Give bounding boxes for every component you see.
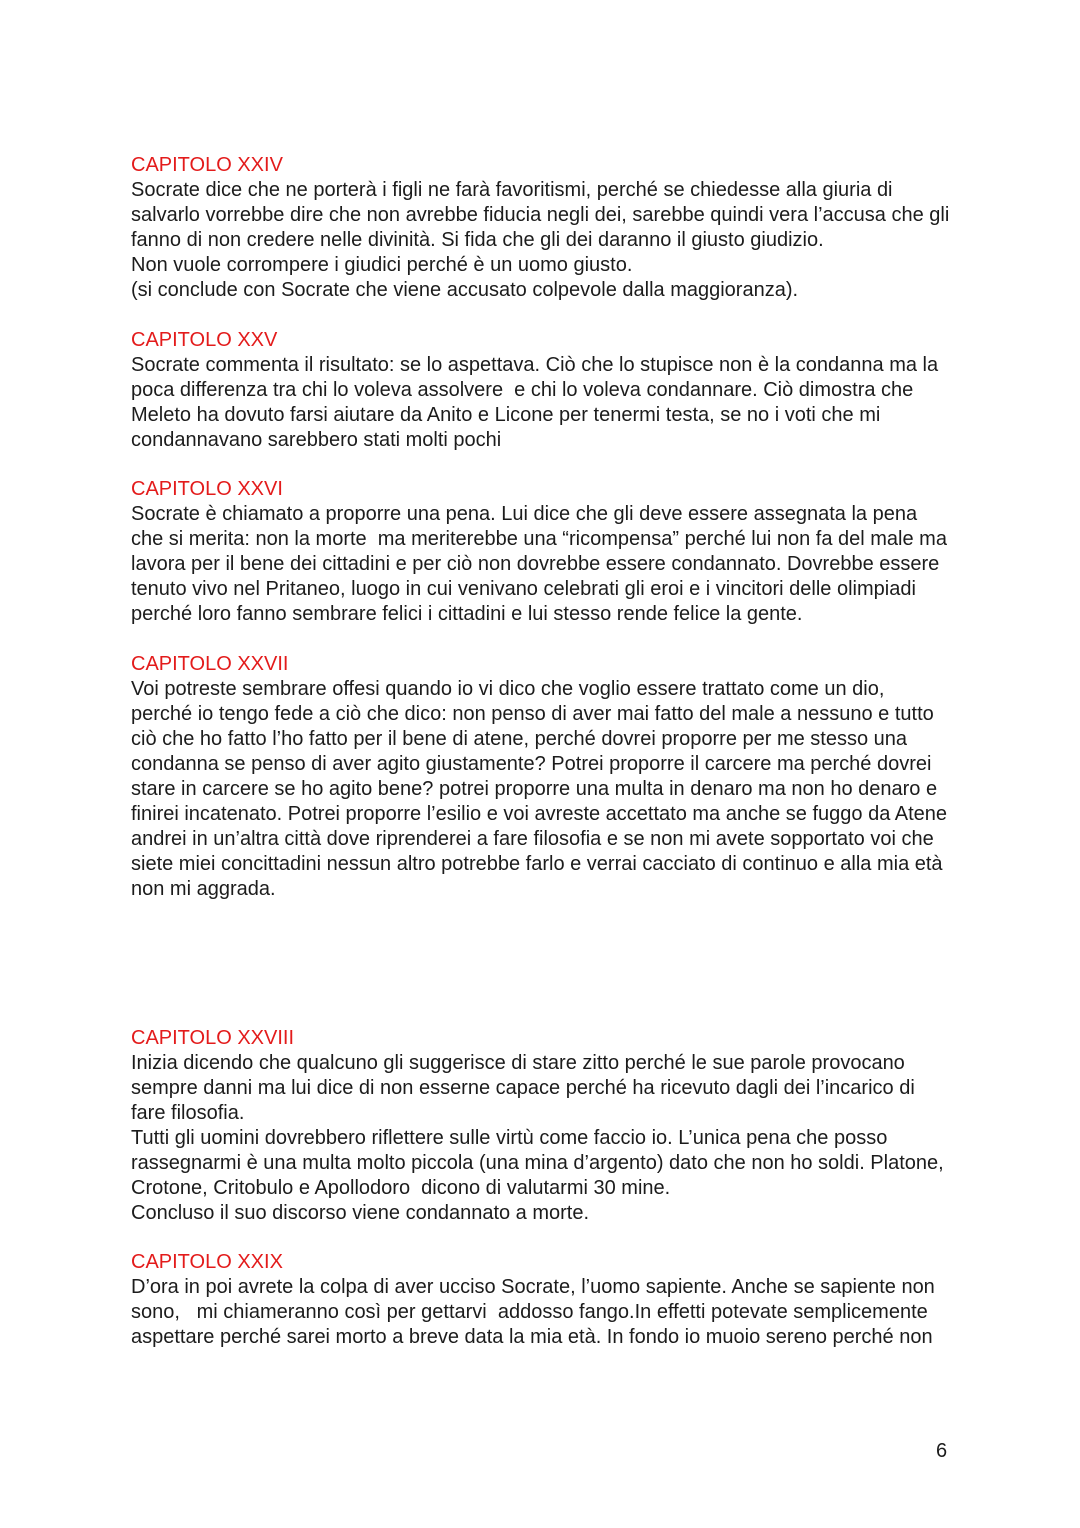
paragraph-line: Crotone, Critobulo e Apollodoro dicono di valutarmi 30 mine. [131,1177,671,1199]
paragraph-line: tenuto vivo nel Pritaneo, luogo in cui venivano celebrati gli eroi e i vincitori delle olimpiadi [131,578,916,600]
section-capitolo-xxvi [131,477,947,627]
section-heading: CAPITOLO XXIV [131,154,283,176]
paragraph-line: Inizia dicendo che qualcuno gli suggerisce di stare zitto perché le sue parole provocano [131,1052,905,1074]
page-number: 6 [936,1440,948,1462]
paragraph-line: fanno di non credere nelle divinità. Si fida che gli dei daranno il giusto giudizio. [131,229,824,251]
paragraph-line: D’ora in poi avrete la colpa di aver ucciso Socrate, l’uomo sapiente. Anche se sapiente non [131,1276,935,1298]
paragraph-line: Socrate è chiamato a proporre una pena. Lui dice che gli deve essere assegnata la pena [131,503,918,525]
paragraph-line: finirei incatenato. Potrei proporre l’esilio e voi avreste accettato ma anche se fuggo da Atene [131,803,948,825]
paragraph-line: siete miei concittadini nessun altro potrebbe farlo e verrai cacciato di continuo e alla mia età [131,853,943,875]
paragraph-line: condannavano sarebbero stati molti pochi [131,429,502,451]
paragraph-line: perché io tengo fede a ciò che dico: non penso di aver mai fatto del male a nessuno e tutto [131,703,934,725]
paragraph-line: condanna se penso di aver agito giustamente? Potrei proporre il carcere ma perché dovrei [131,753,932,775]
paragraph-line: salvarlo vorrebbe dire che non avrebbe fiducia negli dei, sarebbe quindi vera l’accusa che gli [131,204,950,226]
paragraph-line: Voi potreste sembrare offesi quando io vi dico che voglio essere trattato come un dio, [131,678,885,700]
section-heading: CAPITOLO XXVI [131,478,283,500]
paragraph-line: Concluso il suo discorso viene condannato a morte. [131,1202,590,1224]
paragraph-line: (si conclude con Socrate che viene accusato colpevole dalla maggioranza). [131,279,799,301]
section-capitolo-xxix [131,1250,935,1350]
paragraph-line: non mi aggrada. [131,878,276,900]
paragraph-line: Socrate dice che ne porterà i figli ne farà favoritismi, perché se chiedesse alla giuria di [131,179,893,201]
paragraph-line: sono, mi chiameranno così per gettarvi addosso fango.In effetti potevate semplicemente [131,1301,928,1323]
paragraph-line: Non vuole corrompere i giudici perché è un uomo giusto. [131,254,633,276]
paragraph-line: perché loro fanno sembrare felici i cittadini e lui stesso rende felice la gente. [131,603,803,625]
paragraph-line: Socrate commenta il risultato: se lo aspettava. Ciò che lo stupisce non è la condanna ma la [131,354,939,376]
paragraph-line: stare in carcere se ho agito bene? potrei proporre una multa in denaro ma non ho denaro e [131,778,938,800]
paragraph-line: Meleto ha dovuto farsi aiutare da Anito e Licone per tenermi testa, se no i voti che mi [131,404,881,426]
section-capitolo-xxviii [131,1026,944,1226]
paragraph-line: Tutti gli uomini dovrebbero riflettere sulle virtù come faccio io. L’unica pena che posso [131,1127,888,1149]
section-heading: CAPITOLO XXVII [131,653,289,675]
section-heading: CAPITOLO XXVIII [131,1027,295,1049]
paragraph-line: andrei in un’altra città dove riprenderei a fare filosofia e se non mi avete sopportato voi che [131,828,934,850]
section-capitolo-xxv [131,328,938,453]
paragraph-line: che si merita: non la morte ma meriterebbe una “ricompensa” perché lui non fa del male ma [131,528,947,550]
section-capitolo-xxiv [131,153,949,303]
paragraph-line: lavora per il bene dei cittadini e per ciò non dovrebbe essere condannato. Dovrebbe essere [131,553,940,575]
section-heading: CAPITOLO XXIX [131,1251,283,1273]
section-heading: CAPITOLO XXV [131,329,278,351]
paragraph-line: poca differenza tra chi lo voleva assolvere e chi lo voleva condannare. Ciò dimostra che [131,379,914,401]
section-capitolo-xxvii [131,652,947,902]
paragraph-line: rassegnarmi è una multa molto piccola (una mina d’argento) dato che non ho soldi. Platone, [131,1152,944,1174]
paragraph-line: sempre danni ma lui dice di non esserne capace perché ha ricevuto dagli dei l’incarico di [131,1077,915,1099]
paragraph-line: fare filosofia. [131,1102,245,1124]
paragraph-line: ciò che ho fatto l’ho fatto per il bene di atene, perché dovrei proporre per me stesso una [131,728,908,750]
paragraph-line: aspettare perché sarei morto a breve data la mia età. In fondo io muoio sereno perché non [131,1326,933,1348]
